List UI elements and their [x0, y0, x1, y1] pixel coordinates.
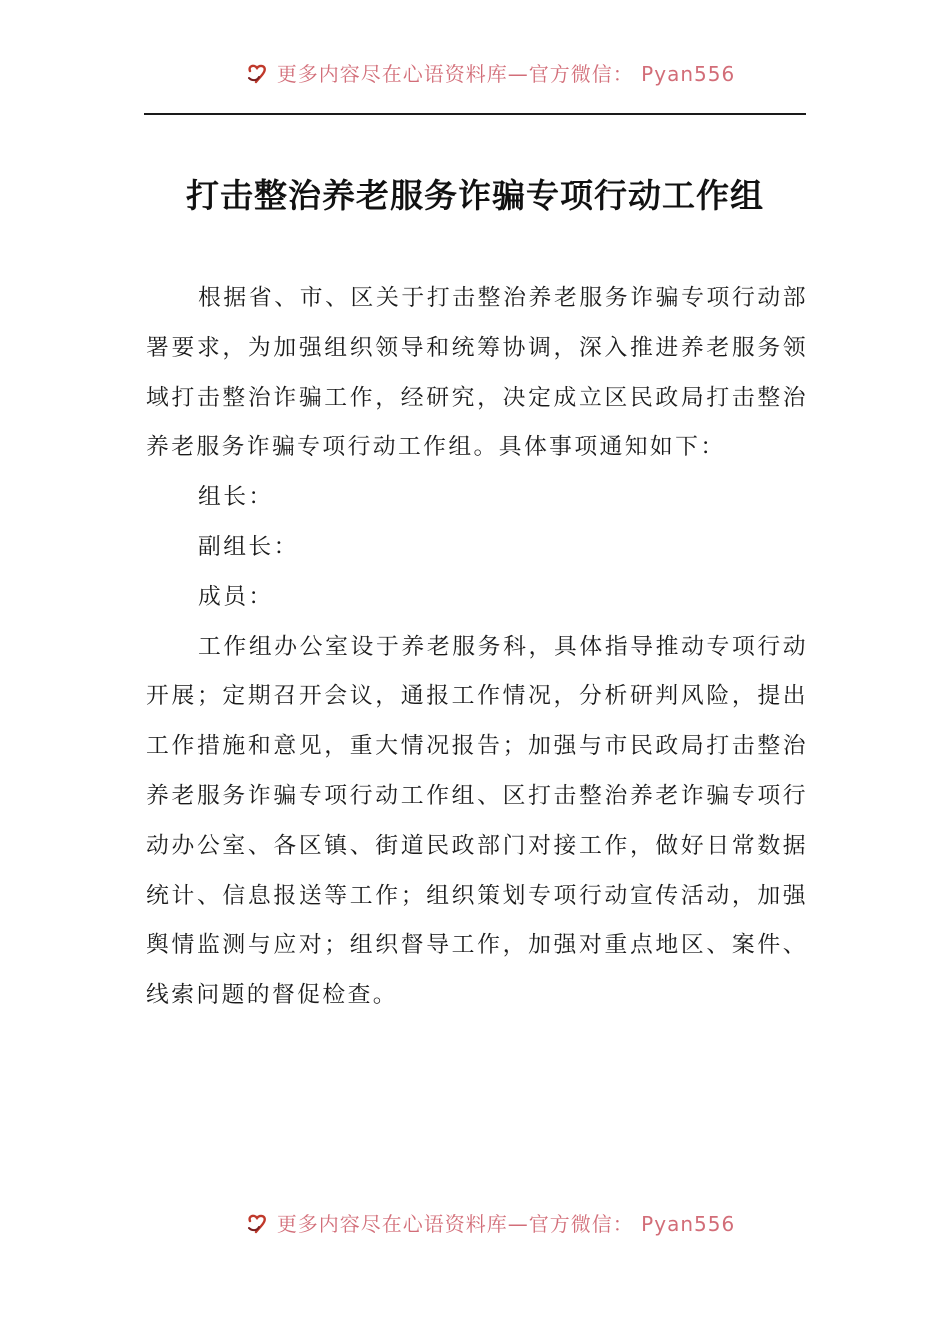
watermark-text: 更多内容尽在心语资料库—官方微信： Pyan556	[276, 62, 736, 86]
intro-paragraph: 根据省、市、区关于打击整治养老服务诈骗专项行动部署要求，为加强组织领导和统筹协调，深入推进养老服务领域打击整治诈骗工作，经研究，决定成立区民政局打击整治养老服务诈骗专项行动工作组。具体事项通知如下：	[146, 285, 808, 461]
office-duties-paragraph: 工作组办公室设于养老服务科，具体指导推动专项行动开展；定期召开会议，通报工作情况，分析研判风险，提出工作措施和意见，重大情况报告；加强与市民政局打击整治养老服务诈骗专项行动工作组、区打击整治养老诈骗专项行动办公室、各区镇、街道民政部门对接工作，做好日常数据统计、信息报送等工作；组织策划专项行动宣传活动，加强舆情监测与应对；组织督导工作，加强对重点地区、案件、线索问题的督促检查。	[146, 633, 808, 1009]
heart-swirl-logo	[245, 61, 271, 85]
header-rule	[144, 113, 806, 115]
document-body	[146, 274, 808, 1021]
leader-line: 组长：	[198, 484, 274, 511]
heart-swirl-logo	[245, 1211, 271, 1235]
members-line: 成员：	[198, 583, 274, 610]
footer-watermark	[0, 1208, 950, 1238]
watermark-text: 更多内容尽在心语资料库—官方微信： Pyan556	[276, 1212, 736, 1236]
deputy-leader-line: 副组长：	[198, 533, 299, 560]
document-title: 打击整治养老服务诈骗专项行动工作组	[186, 176, 764, 215]
header-watermark	[0, 58, 950, 88]
